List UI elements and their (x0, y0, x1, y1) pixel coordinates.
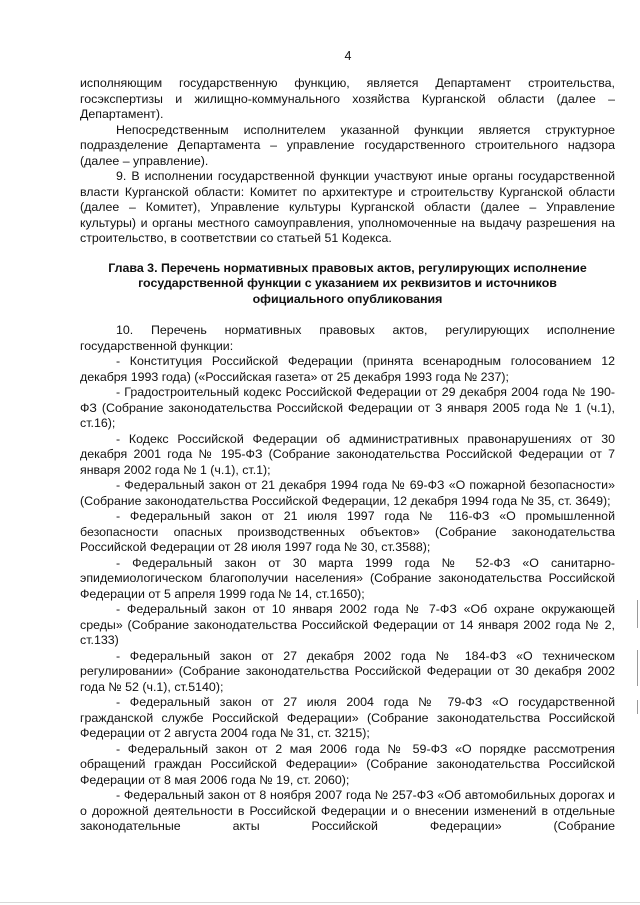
page-bottom-edge (0, 902, 640, 903)
paragraph-department: исполняющим государственную функцию, является Департамент строительства, госэкспертизы и жилищно-коммунального хозяйства Курганской области (далее – Департамент). (80, 76, 615, 121)
page-number: 4 (344, 49, 352, 63)
list-item: - Федеральный закон от 21 июля 1997 года № 116-ФЗ «О промышленной безопасности опасных производственных объектов» (Собрание законодательства Российской Федерации от 28 июля 1997 года № 30, ст.3588); (80, 509, 615, 554)
list-item: - Федеральный закон от 30 марта 1999 года № 52-ФЗ «О санитарно-эпидемиологическом благополучии населения» (Собрание законодательства Российской Федерации от 5 апреля 1999 года № 14, ст.1650); (80, 555, 615, 601)
paragraph-executor: Непосредственным исполнителем указанной функции является структурное подразделение Департамента – управление государственного строительного надзора (далее – управление). (80, 122, 615, 168)
scan-edge-mark (637, 600, 638, 628)
list-item: - Градостроительный кодекс Российской Федерации от 29 декабря 2004 года № 190-ФЗ (Собрание законодательства Российской Федерации от 3 января 2005 года № 1 (ч.1), ст.16); (80, 385, 615, 430)
list-item: - Федеральный закон от 27 июля 2004 года № 79-ФЗ «О государственной гражданской службе Российской Федерации» (Собрание законодательства Российской Федерации от 2 августа 2004 года № 31, ст. 3215); (80, 695, 615, 740)
list-item: - Федеральный закон от 27 декабря 2002 года № 184-ФЗ «О техническом регулировании» (Собрание законодательства Российской Федерации от 30 декабря 2002 года № 52 (ч.1), ст.5140); (80, 648, 615, 694)
list-item: - Федеральный закон от 10 января 2002 года № 7-ФЗ «Об охране окружающей среды» (Собрание законодательства Российской Федерации от 14 января 2002 года № 2, ст.133) (80, 602, 615, 647)
list-item: - Федеральный закон от 21 декабря 1994 года № 69-ФЗ «О пожарной безопасности» (Собрание законодательства Российской Федерации, 12 декабря 1994 года № 35, ст. 3649); (80, 478, 615, 508)
scan-edge-mark (637, 650, 638, 686)
list-item: - Федеральный закон от 2 мая 2006 года № 59-ФЗ «О порядке рассмотрения обращений граждан Российской Федерации» (Собрание законодательства Российской Федерации от 8 мая 2006 года № 19, ст. 2060); (80, 741, 615, 787)
list-item: - Кодекс Российской Федерации об административных правонарушениях от 30 декабря 2001 года № 195-ФЗ (Собрание законодательства Российской Федерации от 7 января 2002 года № 1 (ч.1), ст.1); (80, 431, 615, 477)
chapter-heading: Глава 3. Перечень нормативных правовых актов, регулирующих исполнение государственной функции с указанием их реквизитов и источников официального опубликования (108, 260, 587, 306)
scan-edge-mark (637, 700, 638, 714)
list-item: - Федеральный закон от 8 ноября 2007 года № 257-ФЗ «Об автомобильных дорогах и о дорожной деятельности в Российской Федерации и о внесении изменений в отдельные законодательные акты Российской Федерации» (Собрание (80, 788, 615, 833)
acts-list (80, 354, 615, 835)
acts-list-intro: 10. Перечень нормативных правовых актов, регулирующих исполнение государственной функции: (80, 323, 615, 353)
list-item: - Конституция Российской Федерации (принята всенародным голосованием 12 декабря 1993 года) («Российская газета» от 25 декабря 1993 года № 237); (80, 354, 615, 384)
paragraph-participants: 9. В исполнении государственной функции участвуют иные органы государственной власти Курганской области: Комитет по архитектуре и строительству Курганской области (далее – Комитет), Управление культуры Курганской области (далее – Управление культуры) и органы местного самоуправления, уполномоченные на выдачу разрешения на строительство, в соответствии со статьей 51 Кодекса. (80, 169, 615, 245)
document-body (80, 76, 615, 835)
